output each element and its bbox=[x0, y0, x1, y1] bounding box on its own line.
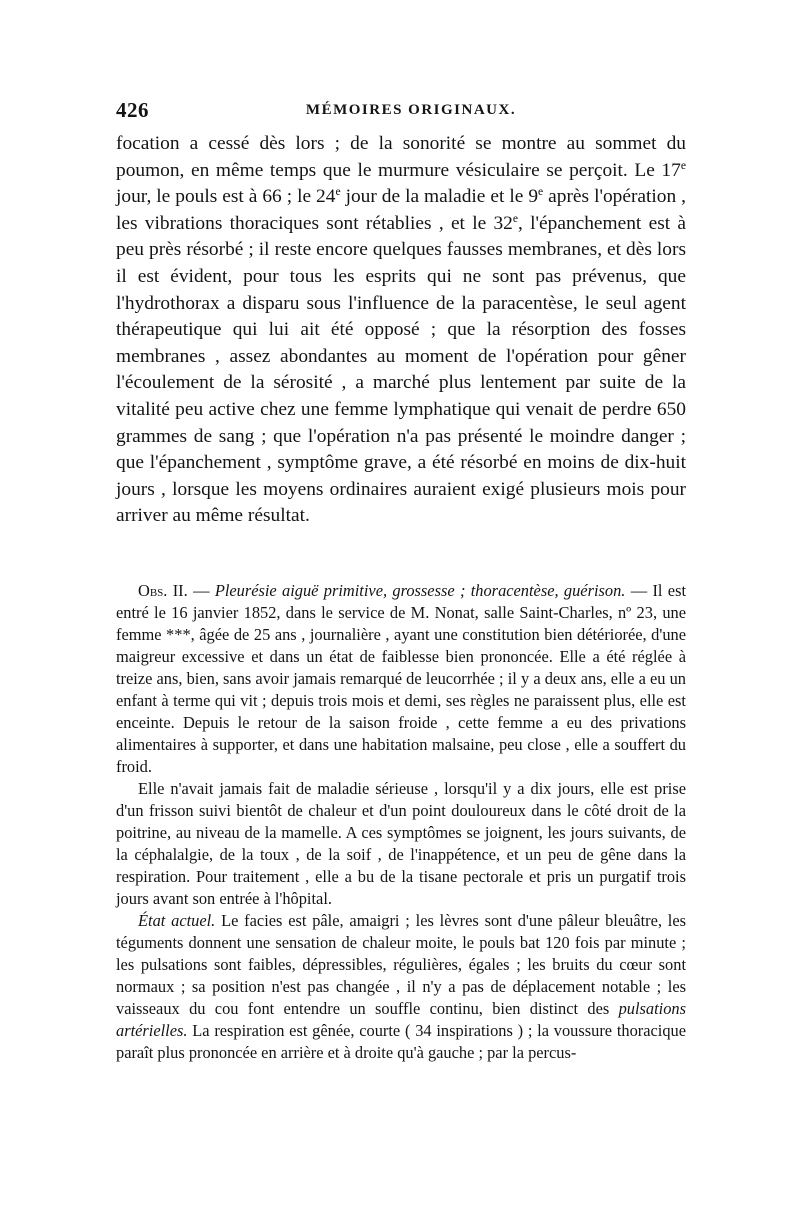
text-run: jour de la maladie et le 9 bbox=[340, 186, 539, 208]
observation-label: Obs. II. bbox=[138, 581, 188, 600]
text-run: , l'épanchement est à peu près résorbé ; il reste encore quelques fausses membranes, et dès lors il est évident, pour tous les esprits qui ne sont pas prévenus, que l'hydrothorax a disparu sous l'influence de la paracentèse, le seul agent thérapeutique qui lui ait été opposé ; que la résorption des fosses membranes , assez abondantes au moment de l'opération pour gêner l'écoulement de la sérosité , a marché plus lentement par suite de la vitalité peu active chez une femme lymphatique qui venait de perdre 650 grammes de sang ; que l'opération n'a pas présenté le moindre danger ; que l'épanchement , symptôme grave, a été résorbé en moins de dix-huit jours , lorsque les moyens ordinaires auraient exigé plusieurs mois pour arriver au même résultat. bbox=[116, 212, 686, 527]
text-run: jour, le pouls est à 66 ; le 24 bbox=[116, 186, 336, 208]
main-text-block bbox=[116, 131, 686, 530]
text-run: La respiration est gênée, courte ( 34 inspirations ) ; la voussure thoracique paraît plus prononcée en arrière et à droite qu'à gauche ; par la percus- bbox=[116, 1021, 686, 1062]
running-head bbox=[116, 98, 686, 128]
text-run: focation a cessé dès lors ; de la sonorité se montre au sommet du poumon, en même temps que le murmure vésiculaire se perçoit. Le 17 bbox=[116, 133, 686, 181]
superscript: e bbox=[538, 185, 544, 199]
dash: — bbox=[187, 581, 215, 600]
paragraph-continuation bbox=[116, 131, 686, 530]
superscript: e bbox=[512, 211, 519, 225]
superscript: e bbox=[680, 158, 686, 172]
text-run: — Il est entré le 16 janvier 1852, dans le service de M. Nonat, salle Saint-Charles, nº 23, une femme ***, âgée de 25 ans , journalière , ayant une constitution bien détériorée, d'une maigreur excessive et dans un état de faiblesse bien prononcée. Elle a été réglée à treize ans, bien, sans avoir jamais remarqué de leucorrhée ; il y a deux ans, elle a eu un enfant à terme qui vit ; depuis trois mois et demi, ses règles ne paraissent plus, elle est enceinte. Depuis le retour de la saison froide , cette femme a eu des privations alimentaires à supporter, et dans une habitation malsaine, peu close , elle a souffert du froid. bbox=[116, 581, 686, 776]
superscript: e bbox=[335, 185, 341, 199]
page-number: 426 bbox=[116, 98, 149, 122]
observation-paragraph bbox=[116, 580, 686, 778]
current-state-paragraph bbox=[116, 910, 686, 1064]
history-paragraph: Elle n'avait jamais fait de maladie sérieuse , lorsqu'il y a dix jours, elle est prise d'un frisson suivi bientôt de chaleur et d'un point douloureux dans le côté droit de la poitrine, au niveau de la mamelle. A ces symptômes se joignent, les jours suivants, de la céphalalgie, de la toux , de la soif , de l'inappétence, et un peu de gêne dans la respiration. Pour traitement , elle a bu de la tisane pectorale et pris un purgatif trois jours avant son entrée à l'hôpital. bbox=[116, 779, 686, 908]
section-heading: État actuel. bbox=[138, 911, 216, 930]
italic-phrase: pulsations artérielles. bbox=[116, 999, 686, 1040]
text-run: après l'opération , les vibrations thoraciques sont rétablies , et le 32 bbox=[116, 186, 686, 234]
running-title: MÉMOIRES ORIGINAUX. bbox=[305, 102, 517, 118]
observation-title: Pleurésie aiguë primitive, grossesse ; thoracentèse, guérison. bbox=[214, 581, 626, 600]
observation-block bbox=[116, 580, 686, 1064]
text-run: Le facies est pâle, amaigri ; les lèvres sont d'une pâleur bleuâtre, les téguments donnent une sensation de chaleur moite, le pouls bat 120 fois par minute ; les pulsations sont faibles, dépressibles, régulières, égales ; les bruits du cœur sont normaux ; sa position n'est pas changée , il n'y a pas de déplacement notable ; les vaisseaux du cou font entendre un souffle continu, bien distinct des bbox=[116, 911, 687, 1018]
